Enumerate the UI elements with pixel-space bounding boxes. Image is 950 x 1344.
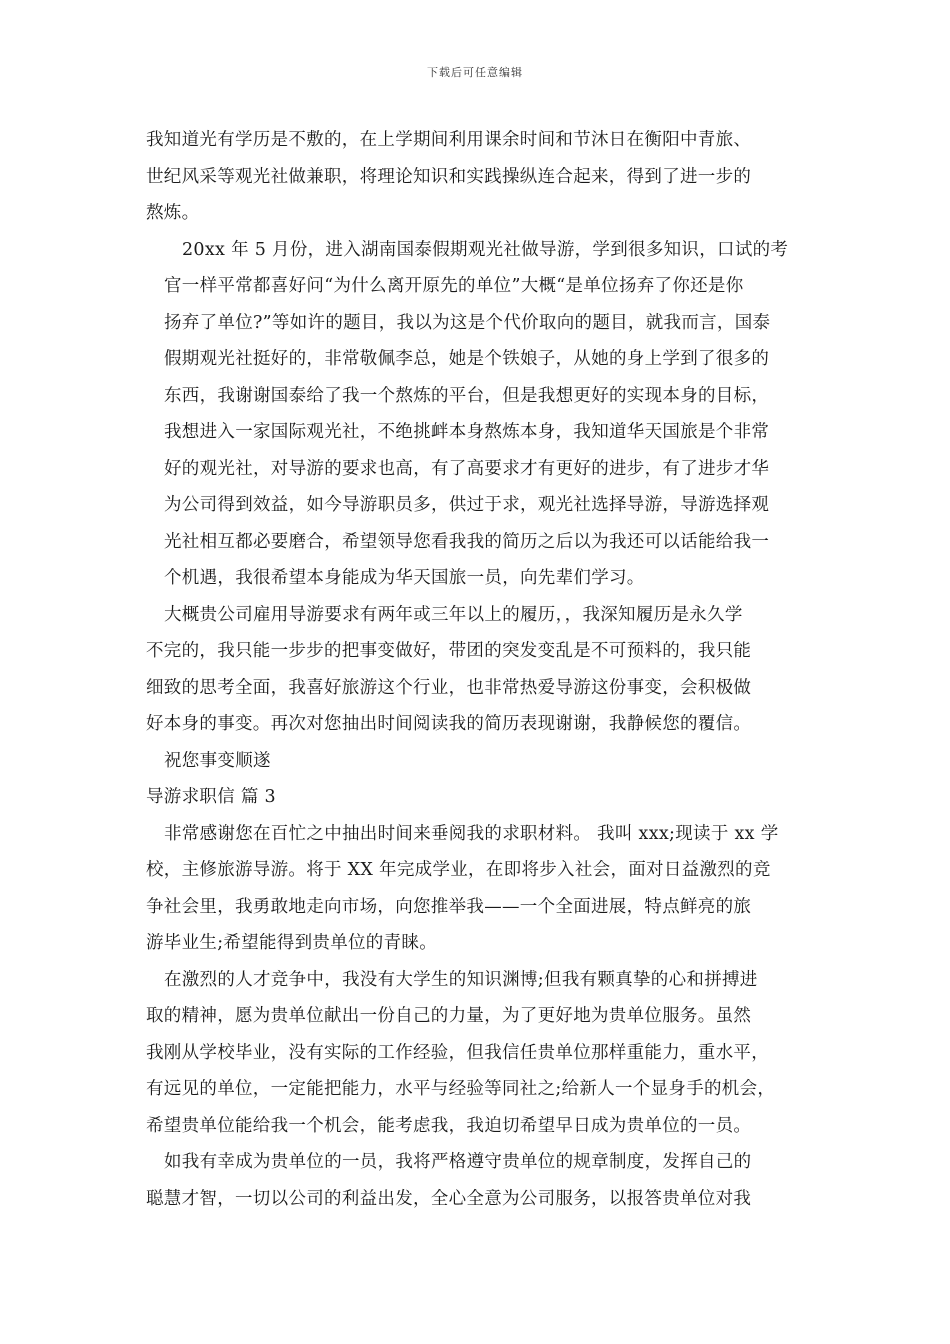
- text-line: 争社会里，我勇敢地走向市场，向您推举我——一个全面进展，特点鲜亮的旅: [146, 896, 752, 917]
- text-line: 取的精神，愿为贵单位献出一份自己的力量，为了更好地为贵单位服务。虽然: [146, 1006, 752, 1026]
- text-line: 希望贵单位能给我一个机会，能考虑我，我迫切希望早日成为贵单位的一员。: [146, 1115, 752, 1136]
- document-body: [146, 122, 810, 1217]
- text-line: 如我有幸成为贵单位的一员，我将严格遵守贵单位的规章制度，发挥自己的: [164, 1152, 752, 1172]
- text-line: 校，主修旅游导游。将于 XX 年完成学业，在即将步入社会，面对日益激烈的竞: [146, 860, 771, 880]
- page-header: 下载后可任意编辑: [427, 66, 523, 79]
- text-line: 我知道光有学历是不敷的，在上学期间利用课余时间和节沐日在衡阳中青旅、: [146, 130, 752, 150]
- paragraph: [146, 962, 810, 1145]
- text-line: 20xx 年 5 月份，进入湖南国泰假期观光社做导游，学到很多知识，口试的考: [182, 239, 789, 260]
- text-line: 为公司得到效益，如今导游职员多，供过于求，观光社选择导游，导游选择观: [164, 495, 770, 515]
- paragraph: [146, 1144, 810, 1217]
- text-line: 导游求职信 篇 3: [146, 787, 276, 807]
- text-line: 聪慧才智，一切以公司的利益出发，全心全意为公司服务，以报答贵单位对我: [146, 1188, 752, 1209]
- text-line: 我想进入一家国际观光社，不绝挑衅本身熬炼本身，我知道华天国旅是个非常: [164, 422, 770, 442]
- closing-line: [146, 743, 810, 780]
- text-line: 光社相互都必要磨合，希望领导您看我我的简历之后以为我还可以话能给我一: [164, 531, 770, 552]
- text-line: 非常感谢您在百忙之中抽出时间来垂阅我的求职材料。 我叫 xxx;现读于 xx 学: [164, 823, 779, 844]
- text-line: 假期观光社挺好的，非常敬佩李总，她是个铁娘子，从她的身上学到了很多的: [164, 349, 770, 369]
- text-line: 游毕业生;希望能得到贵单位的青睐。: [146, 933, 437, 953]
- text-line: 好本身的事变。再次对您抽出时间阅读我的简历表现谢谢，我静候您的覆信。: [146, 714, 752, 734]
- text-line: 细致的思考全面，我喜好旅游这个行业，也非常热爱导游这份事变，会积极做: [146, 677, 752, 698]
- section-heading: [146, 779, 810, 816]
- text-line: 好的观光社，对导游的要求也高，有了高要求才有更好的进步，有了进步才华: [164, 458, 770, 479]
- text-line: 我刚从学校毕业，没有实际的工作经验，但我信任贵单位那样重能力，重水平，: [146, 1042, 769, 1063]
- text-line: 不完的，我只能一步步的把事变做好，带团的突发变乱是不可预料的，我只能: [146, 641, 752, 661]
- paragraph: [146, 122, 810, 232]
- text-line: 有远见的单位，一定能把能力，水平与经验等同社之;给新人一个显身手的机会，: [146, 1079, 776, 1099]
- text-line: 世纪风采等观光社做兼职，将理论知识和实践操纵连合起来，得到了进一步的: [146, 166, 752, 187]
- text-line: 熬炼。: [146, 203, 200, 223]
- text-line: 东西，我谢谢国泰给了我一个熬炼的平台，但是我想更好的实现本身的目标，: [164, 385, 770, 406]
- text-line: 在激烈的人才竞争中，我没有大学生的知识渊博;但我有颗真挚的心和拼搏进: [164, 969, 758, 990]
- text-line: 个机遇，我很希望本身能成为华天国旅一员，向先辈们学习。: [164, 568, 645, 588]
- paragraph: [146, 232, 810, 597]
- text-line: 祝您事变顺遂: [164, 750, 271, 771]
- text-line: 大概贵公司雇用导游要求有两年或三年以上的履历，，我深知履历是永久学: [164, 604, 743, 625]
- text-line: 官一样平常都喜好问“为什么离开原先的单位”大概“是单位扬弃了你还是你: [164, 276, 744, 296]
- paragraph: [146, 816, 810, 962]
- paragraph: [146, 597, 810, 743]
- text-line: 扬弃了单位?”等如许的题目，我以为这是个代价取向的题目，就我而言，国泰: [164, 312, 771, 333]
